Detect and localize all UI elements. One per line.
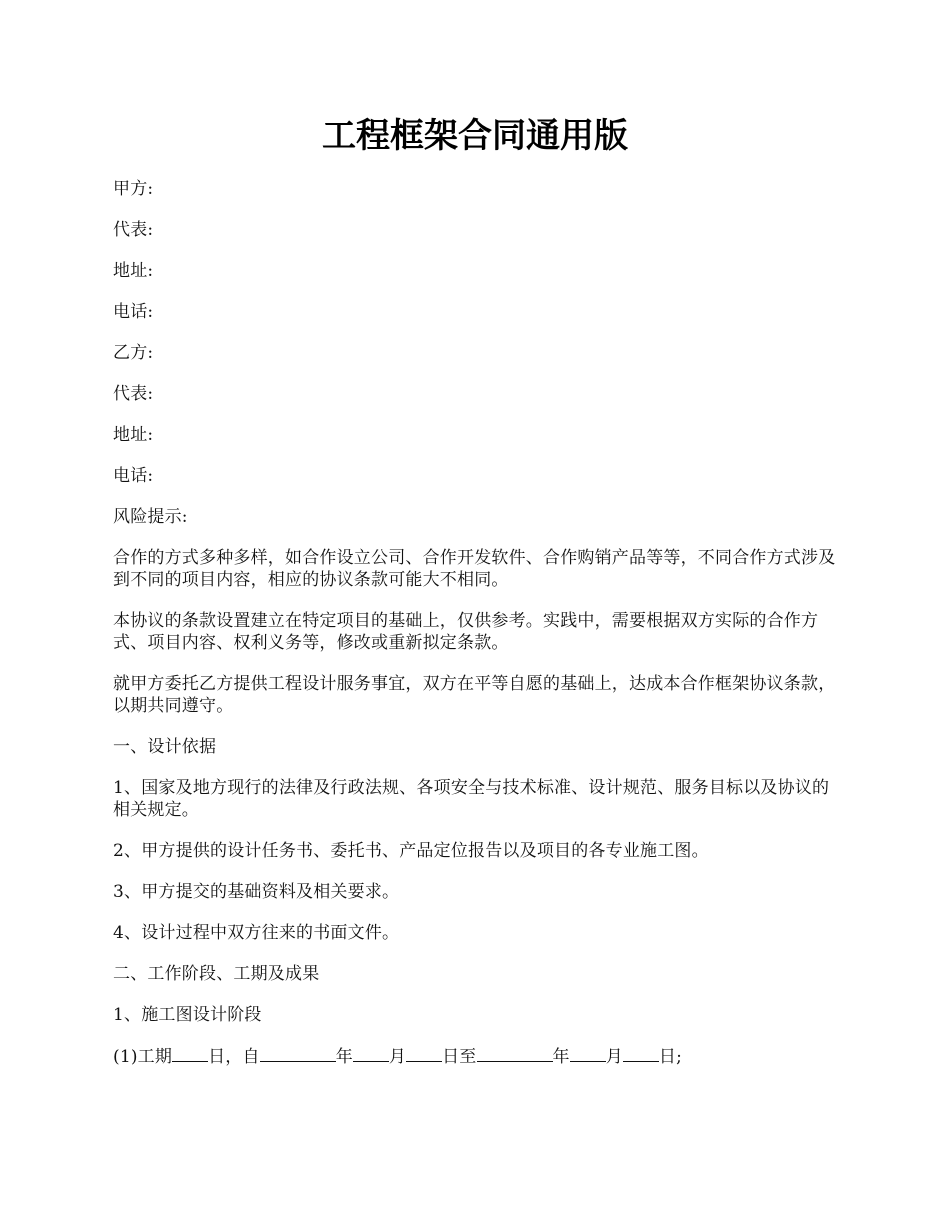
end-year-blank[interactable] [477, 1045, 553, 1062]
period-day-text: 日，自 [208, 1047, 260, 1067]
section2-heading: 二、工作阶段、工期及成果 [113, 964, 320, 984]
document-title: 工程框架合同通用版 [322, 116, 628, 156]
party-b-phone-label: 电话: [113, 466, 154, 486]
start-day-blank[interactable] [406, 1045, 442, 1062]
section2-subheading-1: 1、施工图设计阶段 [113, 1005, 262, 1025]
party-a-name-label: 甲方: [113, 179, 154, 199]
period-prefix: (1)工期 [113, 1047, 173, 1067]
end-day-blank[interactable] [623, 1045, 659, 1062]
paragraph-cooperation-methods: 合作的方式多种多样，如合作设立公司、合作开发软件、合作购销产品等等，不同合作方式涉及到不同的项目内容，相应的协议条款可能大不相同。 [113, 548, 836, 590]
start-year-text: 年 [335, 1047, 353, 1067]
paragraph-agreement-purpose: 就甲方委托乙方提供工程设计服务事宜，双方在平等自愿的基础上，达成本合作框架协议条款，以期共同遵守。 [113, 674, 836, 716]
party-b-name-label: 乙方: [113, 343, 154, 363]
start-year-blank[interactable] [260, 1045, 336, 1062]
paragraph-reference-only: 本协议的条款设置建立在特定项目的基础上，仅供参考。实践中，需要根据双方实际的合作方式、项目内容、权利义务等，修改或重新拟定条款。 [113, 611, 819, 653]
party-b-rep-label: 代表: [113, 384, 154, 404]
end-day-text: 日; [658, 1047, 683, 1067]
party-a-phone-label: 电话: [113, 302, 154, 322]
section1-item-3: 3、甲方提交的基础资料及相关要求。 [113, 882, 400, 902]
party-a-address-label: 地址: [113, 261, 154, 281]
party-a-rep-label: 代表: [113, 220, 154, 240]
section1-heading: 一、设计依据 [113, 737, 217, 757]
end-month-blank[interactable] [570, 1045, 606, 1062]
party-b-address-label: 地址: [113, 425, 154, 445]
period-days-blank[interactable] [172, 1045, 208, 1062]
start-month-text: 月 [388, 1047, 407, 1067]
section1-item-2: 2、甲方提供的设计任务书、委托书、产品定位报告以及项目的各专业施工图。 [113, 841, 709, 861]
construction-period-line [113, 1045, 843, 1068]
end-year-text: 年 [552, 1047, 570, 1067]
risk-notice-label: 风险提示: [113, 507, 188, 527]
document-body [113, 178, 843, 1087]
day-to-text: 日至 [442, 1047, 477, 1067]
section1-item-4: 4、设计过程中双方往来的书面文件。 [113, 923, 400, 943]
end-month-text: 月 [605, 1047, 623, 1067]
section1-item-1: 1、国家及地方现行的法律及行政法规、各项安全与技术标准、设计规范、服务目标以及协议的相关规定。 [113, 778, 830, 820]
start-month-blank[interactable] [353, 1045, 389, 1062]
